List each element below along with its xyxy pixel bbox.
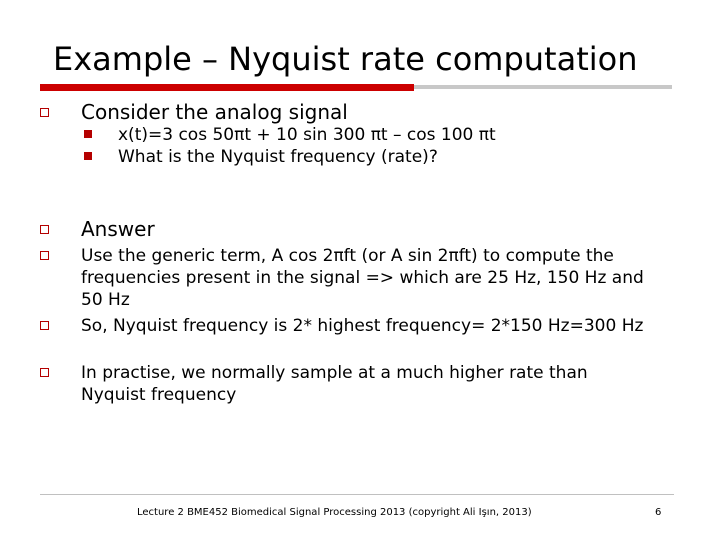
answer-item-practise: In practise, we normally sample at a much higher rate than Nyquist frequency: [81, 363, 588, 405]
title-rule-red: [40, 84, 414, 91]
hollow-square-bullet-icon: [40, 368, 49, 377]
slide-title: Example – Nyquist rate computation: [53, 40, 638, 78]
footer-rule: [40, 494, 674, 495]
answer-item-frequencies: Use the generic term, A cos 2πft (or A sin 2πft) to compute the frequencies present in the signal => which are 25 Hz, 150 Hz and 50 Hz: [81, 246, 644, 310]
heading-consider: Consider the analog signal: [81, 100, 348, 124]
filled-square-bullet-icon: [84, 152, 92, 160]
filled-square-bullet-icon: [84, 130, 92, 138]
hollow-square-bullet-icon: [40, 251, 49, 260]
answer-item-nyquist: So, Nyquist frequency is 2* highest frequency= 2*150 Hz=300 Hz: [81, 316, 644, 336]
sub-item-question: What is the Nyquist frequency (rate)?: [118, 147, 438, 167]
title-rule-gray: [414, 85, 672, 89]
hollow-square-bullet-icon: [40, 225, 49, 234]
sub-item-equation: x(t)=3 cos 50πt + 10 sin 300 πt – cos 100 πt: [118, 125, 496, 145]
footer-text: Lecture 2 BME452 Biomedical Signal Processing 2013 (copyright Ali Işın, 2013): [137, 507, 532, 518]
answer-label: Answer: [81, 217, 155, 241]
page-number: 6: [655, 507, 662, 518]
hollow-square-bullet-icon: [40, 108, 49, 117]
hollow-square-bullet-icon: [40, 321, 49, 330]
